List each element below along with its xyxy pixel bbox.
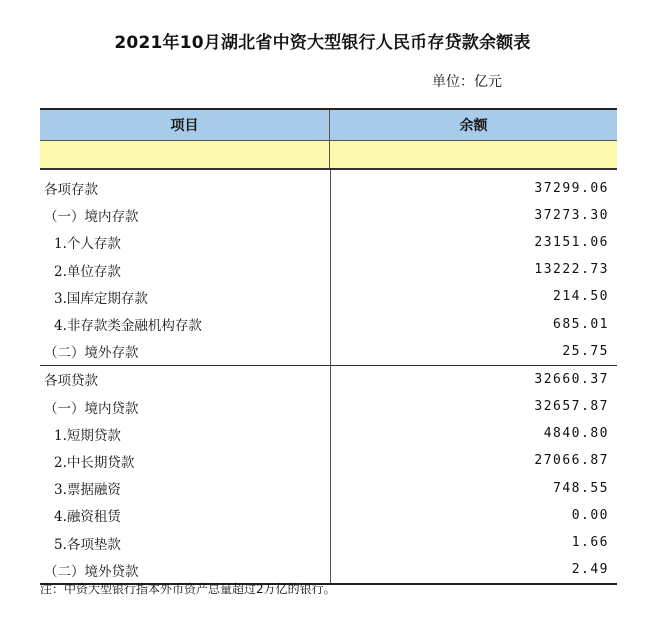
row-value: 0.00 [571, 507, 609, 523]
row-value: 1.66 [571, 535, 609, 551]
row-label: 各项存款 [44, 182, 98, 199]
row-value: 27066.87 [534, 453, 609, 469]
table-row [40, 175, 617, 202]
unit-label: 单位：亿元 [432, 74, 502, 90]
row-value: 37273.30 [534, 207, 609, 223]
row-value: 32657.87 [534, 399, 609, 415]
row-value: 685.01 [553, 316, 609, 332]
table-row [40, 475, 617, 502]
row-label: 5.各项垫款 [54, 536, 121, 553]
row-label: 各项贷款 [44, 373, 98, 390]
table-row [40, 283, 617, 310]
table-row [40, 229, 617, 256]
row-value: 37299.06 [534, 180, 609, 196]
header-item: 项目 [40, 110, 330, 140]
table-row [40, 502, 617, 529]
table-row [40, 338, 617, 365]
row-label: （二）境外贷款 [44, 563, 139, 580]
table-row [40, 310, 617, 337]
row-label: 2.单位存款 [54, 263, 121, 280]
table-row [40, 393, 617, 420]
balance-table [40, 108, 617, 585]
table-row [40, 420, 617, 447]
row-value: 23151.06 [534, 234, 609, 250]
table-header [40, 110, 617, 140]
row-value: 214.50 [553, 289, 609, 305]
row-label: （一）境内存款 [44, 209, 139, 226]
row-label: 3.国库定期存款 [54, 290, 148, 307]
row-value: 4840.80 [543, 426, 609, 442]
header-balance: 余额 [459, 118, 488, 134]
row-label: 1.短期贷款 [54, 427, 121, 444]
row-label: 4.非存款类金融机构存款 [54, 318, 202, 335]
table-row [40, 447, 617, 474]
table-row [40, 366, 617, 393]
header-band [40, 140, 617, 168]
deposits-group [40, 170, 617, 365]
table-row [40, 529, 617, 556]
row-label: 1.个人存款 [54, 236, 121, 253]
row-label: 3.票据融资 [54, 482, 121, 499]
row-label: （二）境外存款 [44, 345, 139, 362]
row-value: 748.55 [553, 480, 609, 496]
loans-group [40, 366, 617, 584]
row-value: 2.49 [571, 562, 609, 578]
row-value: 32660.37 [534, 371, 609, 387]
row-value: 25.75 [562, 343, 609, 359]
row-label: （一）境内贷款 [44, 400, 139, 417]
footnote: 注：中资大型银行指本外币资产总量超过2万亿的银行。 [40, 582, 336, 596]
row-label: 4.融资租赁 [54, 509, 121, 526]
row-label: 2.中长期贷款 [54, 454, 135, 471]
table-row [40, 202, 617, 229]
row-value: 13222.73 [534, 262, 609, 278]
page-title: 2021年10月湖北省中资大型银行人民币存贷款余额表 [114, 33, 531, 53]
table-row [40, 256, 617, 283]
